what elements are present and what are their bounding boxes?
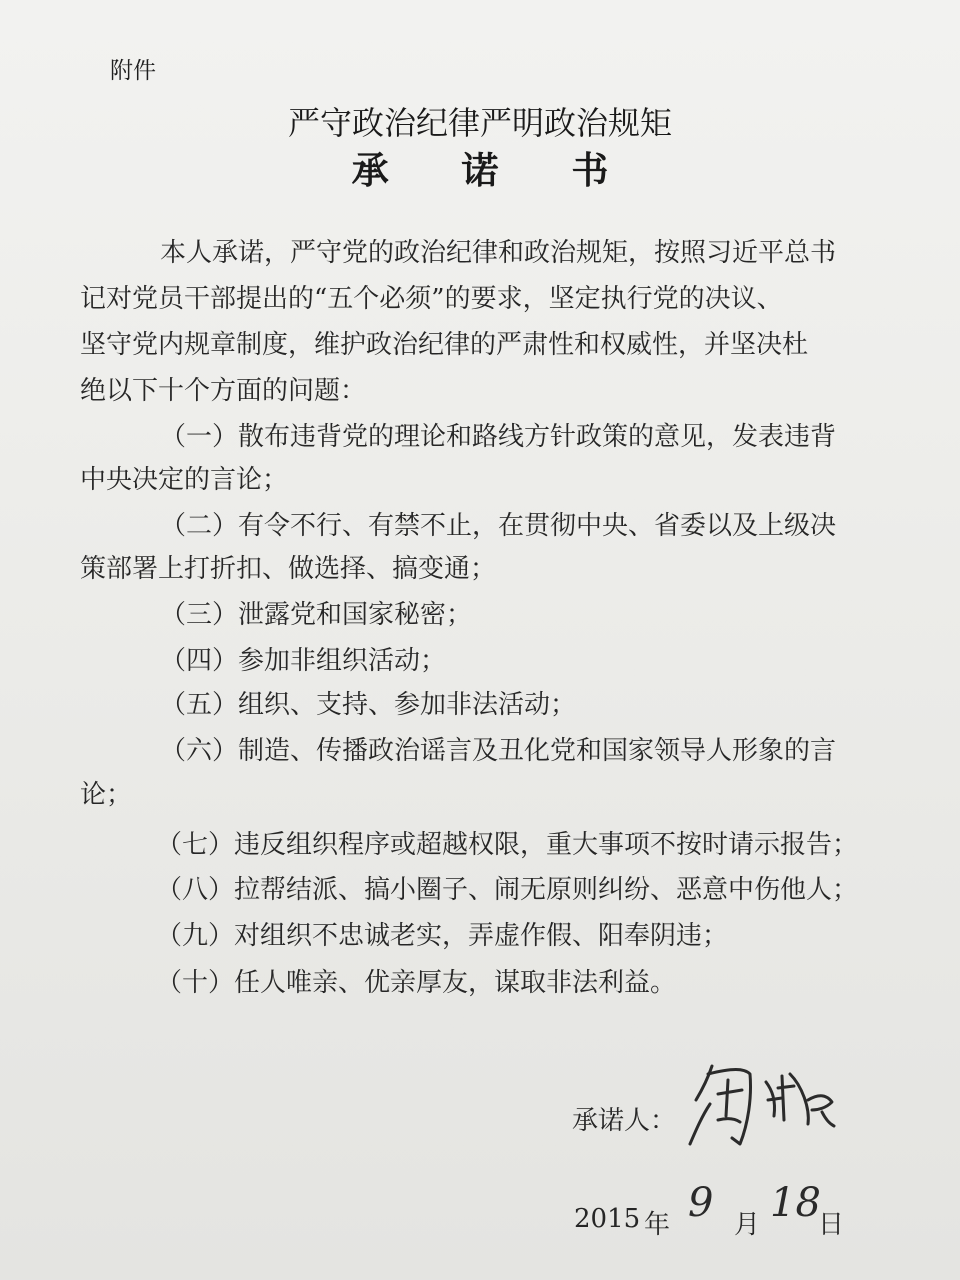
handwritten-signature (682, 1060, 842, 1150)
item-6-line: （六）制造、传播政治谣言及丑化党和国家领导人形象的言 (160, 736, 837, 766)
date-day: 18 (770, 1180, 821, 1226)
document-subtitle: 承 诺 书 (351, 149, 639, 192)
item-6-line: 论； (80, 780, 133, 810)
item-2-line: （二）有令不行、有禁不止，在贯彻中央、省委以及上级决 (160, 511, 837, 541)
item-5: （五）组织、支持、参加非法活动； (160, 690, 577, 720)
item-8: （八）拉帮结派、搞小圈子、闹无原则纠纷、恶意中伤他人； (156, 875, 859, 905)
item-7: （七）违反组织程序或超越权限，重大事项不按时请示报告； (156, 830, 859, 860)
item-1-line: 中央决定的言论； (80, 465, 289, 495)
body-line: 坚守党内规章制度，维护政治纪律的严肃性和权威性，并坚决杜 (80, 330, 809, 360)
date-block (574, 1180, 894, 1240)
body-line: 记对党员干部提出的“五个必须”的要求，坚定执行党的决议、 (80, 284, 783, 314)
item-2-line: 策部署上打折扣、做选择、搞变通； (80, 554, 497, 584)
item-3: （三）泄露党和国家秘密； (160, 600, 473, 630)
signatory-label: 承诺人： (572, 1106, 677, 1136)
body-line: 本人承诺，严守党的政治纪律和政治规矩，按照习近平总书 (160, 238, 837, 268)
item-1-line: （一）散布违背党的理论和路线方针政策的意见，发表违背 (160, 422, 837, 452)
item-9: （九）对组织不忠诚老实，弄虚作假、阳奉阴违； (156, 921, 729, 951)
date-month-unit: 月 (734, 1210, 761, 1240)
date-month: 9 (688, 1180, 714, 1226)
body-line: 绝以下十个方面的问题： (80, 376, 367, 406)
date-day-unit: 日 (818, 1210, 845, 1240)
item-10: （十）任人唯亲、优亲厚友，谋取非法利益。 (156, 968, 677, 998)
attachment-label: 附件 (110, 58, 156, 84)
signature-block (572, 1060, 892, 1140)
item-4: （四）参加非组织活动； (160, 646, 447, 676)
document-title: 严守政治纪律严明政治规矩 (287, 104, 672, 142)
date-year: 2015 (574, 1204, 641, 1234)
date-year-unit: 年 (644, 1210, 671, 1240)
